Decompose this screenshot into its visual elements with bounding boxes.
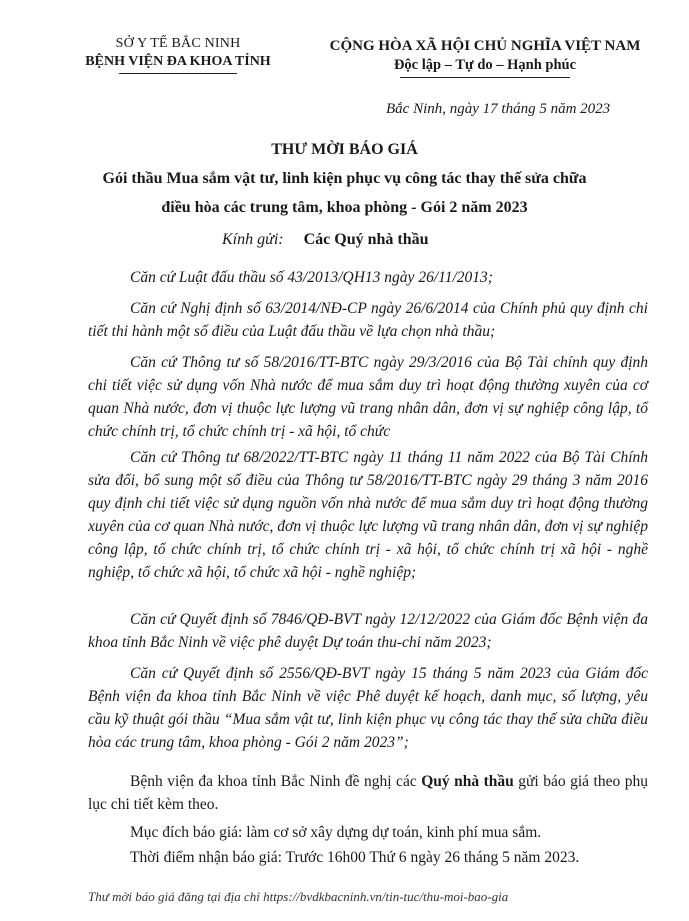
footer-note: Thư mời báo giá đăng tại địa chỉ https://bvdkbacninh.vn/tin-tuc/thu-moi-bao-gia (88, 889, 509, 904)
nation-name: CỘNG HÒA XÃ HỘI CHỦ NGHĨA VIỆT NAM (329, 38, 641, 54)
quotation-request: Bệnh viện đa khoa tỉnh Bắc Ninh đề nghị các Quý nhà thầu gửi báo giá theo phụ lục chi tiết kèm theo. (88, 773, 648, 813)
addressee-recipient: Các Quý nhà thầu (303, 231, 429, 248)
legal-basis-6: Căn cứ Quyết định số 2556/QĐ-BVT ngày 15 tháng 5 năm 2023 của Giám đốc Bệnh viện đa khoa tỉnh Bắc Ninh về việc Phê duyệt kế hoạch, danh mục, số lượng, yêu cầu kỹ thuật gói thầu “Mua sắm vật tư, linh kiện phục vụ công tác thay thế sửa chữa điều hòa các trung tâm, khoa phòng - Gói 2 năm 2023”; (88, 665, 648, 751)
national-header (305, 37, 665, 78)
document-title: THƯ MỜI BÁO GIÁ (271, 141, 418, 158)
legal-basis-3: Căn cứ Thông tư số 58/2016/TT-BTC ngày 29/3/2016 của Bộ Tài chính quy định chi tiết việc sử dụng vốn Nhà nước để mua sắm duy trì hoạt động thường xuyên của cơ quan Nhà nước, đơn vị thuộc lực lượng vũ trang nhân dân, đơn vị sự nghiệp công lập, tổ chức chính trị, tổ chức chính trị - xã hội, tổ chức (88, 354, 648, 440)
issuing-organization (78, 35, 278, 74)
package-title-line2: điều hòa các trung tâm, khoa phòng - Gói 2 năm 2023 (161, 199, 528, 216)
legal-basis-4: Căn cứ Thông tư 68/2022/TT-BTC ngày 11 tháng 11 năm 2022 của Bộ Tài Chính sửa đổi, bổ sung một số điều của Thông tư 58/2016/TT-BTC ngày 29 tháng 3 năm 2016 quy định chi tiết việc sử dụng nguồn vốn nhà nước để mua sắm duy trì hoạt động thường xuyên của cơ quan Nhà nước, đơn vị thuộc lực lượng vũ trang nhân dân, đơn vị sự nghiệp công lập, tổ chức chính trị, tổ chức chính trị - xã hội, tổ chức chính trị xã hội - nghề nghiệp, tổ chức xã hội, tổ chức xã hội - nghề nghiệp; (88, 449, 648, 581)
header-underline-left (119, 73, 237, 74)
legal-basis-5: Căn cứ Quyết định số 7846/QĐ-BVT ngày 12/12/2022 của Giám đốc Bệnh viện đa khoa tỉnh Bắc Ninh về việc phê duyệt Dự toán thu-chi năm 2023; (88, 611, 648, 651)
national-motto: Độc lập – Tự do – Hạnh phúc (393, 57, 577, 73)
header-underline-right (400, 77, 570, 78)
recipient-bold: Quý nhà thầu (421, 773, 514, 790)
addressee (222, 231, 429, 249)
quotation-purpose: Mục đích báo giá: làm cơ sở xây dựng dự toán, kinh phí mua sắm. (130, 824, 542, 841)
hospital-name: BỆNH VIỆN ĐA KHOA TỈNH (85, 54, 271, 69)
legal-basis-1: Căn cứ Luật đấu thầu số 43/2013/QH13 ngày 26/11/2013; (130, 269, 493, 286)
legal-basis-2: Căn cứ Nghị định số 63/2014/NĐ-CP ngày 26/6/2014 của Chính phủ quy định chi tiết thi hành một số điều của Luật đấu thầu về lựa chọn nhà thầu; (88, 300, 648, 340)
quotation-deadline: Thời điểm nhận báo giá: Trước 16h00 Thứ 6 ngày 26 tháng 5 năm 2023. (130, 849, 580, 866)
dateline: Bắc Ninh, ngày 17 tháng 5 năm 2023 (386, 101, 611, 117)
addressee-label: Kính gửi: (222, 231, 284, 248)
package-title-line1: Gói thầu Mua sắm vật tư, linh kiện phục vụ công tác thay thế sửa chữa (102, 170, 587, 187)
parent-agency: SỞ Y TẾ BẮC NINH (115, 36, 241, 51)
